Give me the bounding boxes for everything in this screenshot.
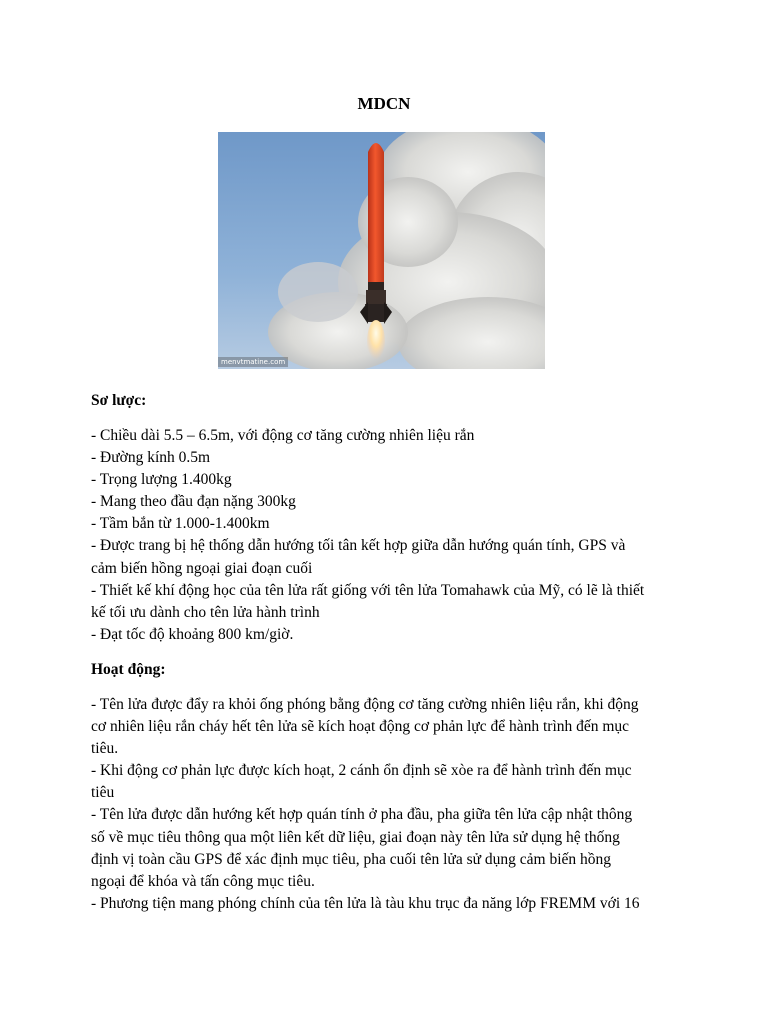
overview-line: - Được trang bị hệ thống dẫn hướng tối tân kết hợp giữa dẫn hướng quán tính, GPS và xyxy=(91,537,626,555)
overview-line: - Đường kính 0.5m xyxy=(91,449,211,467)
section-heading-overview: Sơ lược: xyxy=(91,392,147,409)
operation-line: tiêu. xyxy=(91,740,119,758)
image-watermark: menvtmatine.com xyxy=(218,357,288,367)
operation-line: tiêu xyxy=(91,784,115,802)
overview-line: cảm biến hồng ngoại giai đoạn cuối xyxy=(91,559,313,577)
operation-line: - Phương tiện mang phóng chính của tên lửa là tàu khu trục đa năng lớp FREMM với 16 xyxy=(91,894,640,912)
overview-line: - Tầm bắn từ 1.000-1.400km xyxy=(91,515,270,533)
overview-line: - Chiều dài 5.5 – 6.5m, với động cơ tăng cường nhiên liệu rắn xyxy=(91,427,475,444)
operation-line: số về mục tiêu thông qua một liên kết dữ liệu, giai đoạn này tên lửa sử dụng hệ thống xyxy=(91,828,620,846)
overview-list xyxy=(91,425,691,646)
operation-line: - Tên lửa được đẩy ra khỏi ống phóng bằng động cơ tăng cường nhiên liệu rắn, khi động xyxy=(91,696,639,713)
missile-launch-photo xyxy=(218,132,545,369)
operation-line: cơ nhiên liệu rắn cháy hết tên lửa sẽ kích hoạt động cơ phản lực để hành trình đến mục xyxy=(91,718,630,736)
overview-line: - Trọng lượng 1.400kg xyxy=(91,471,232,489)
overview-line: - Mang theo đầu đạn nặng 300kg xyxy=(91,493,296,511)
operation-line: - Khi động cơ phản lực được kích hoạt, 2 cánh ổn định sẽ xòe ra để hành trình đến mục xyxy=(91,762,632,780)
operation-line: - Tên lửa được dẫn hướng kết hợp quán tính ở pha đầu, pha giữa tên lửa cập nhật thông xyxy=(91,806,633,824)
operation-list xyxy=(91,694,691,915)
overview-line: - Đạt tốc độ khoảng 800 km/giờ. xyxy=(91,625,294,643)
operation-line: ngoại để khóa và tấn công mục tiêu. xyxy=(91,872,315,890)
document-title: MDCN xyxy=(357,94,411,113)
section-heading-operation: Hoạt động: xyxy=(91,661,166,678)
overview-line: - Thiết kế khí động học của tên lửa rất giống với tên lửa Tomahawk của Mỹ, có lẽ là thiết xyxy=(91,581,645,599)
operation-line: định vị toàn cầu GPS để xác định mục tiêu, pha cuối tên lửa sử dụng cảm biến hồng xyxy=(91,850,612,868)
overview-line: kế tối ưu dành cho tên lửa hành trình xyxy=(91,603,320,621)
